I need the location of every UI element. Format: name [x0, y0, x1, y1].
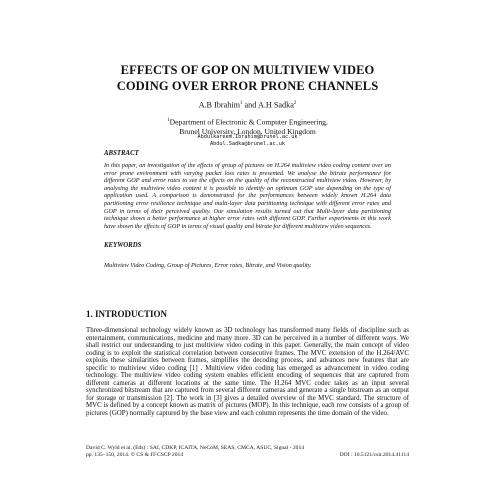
- author-1-email: Abdulkareem.Ibrahim@brunel.ac.uk: [197, 134, 298, 140]
- introduction-heading: 1. INTRODUCTION: [86, 309, 168, 319]
- affiliation-line-2: Brunel University, London, United Kingdom: [179, 126, 316, 136]
- author-list: [60, 99, 435, 111]
- keywords-text: Multiview Video Coding, Group of Pictures, Error rates, Bitrate, and Vision quality.: [104, 262, 312, 269]
- author-separator: and: [242, 100, 258, 110]
- keywords-heading: KEYWORDS: [104, 242, 142, 249]
- affiliation: [60, 116, 435, 136]
- footer-pages-copyright: pp. 135–150, 2014. © CS & IT-CSCP 2014: [86, 452, 184, 458]
- abstract-heading: ABSTRACT: [104, 150, 139, 157]
- author-1-affiliation-mark: 1: [239, 101, 243, 106]
- paper-title: [60, 62, 435, 94]
- footer-doi: DOI : 10.5121/csit.2014.41114: [339, 452, 409, 458]
- footer-line-1: David C. Wyld et al. (Eds) : SAI, CDKP, ICAITA, NeCoM, SEAS, CMCA, ASUC, Signal - 2014: [86, 445, 305, 451]
- page-footer: [86, 445, 409, 459]
- title-line-1: EFFECTS OF GOP ON MULTIVIEW VIDEO: [120, 63, 375, 77]
- author-2-email: Abdul.Sadka@brunel.ac.uk: [210, 141, 285, 147]
- author-1: A.B Ibrahim: [198, 100, 240, 110]
- affiliation-mark: 1: [167, 118, 170, 123]
- introduction-text: Three-dimensional technology widely known as 3D technology has transformed many fields of discipline such as entertainment, communications, medicine and many more. 3D can be perceived in a number of different ways. We shall restrict our understanding to just multiview video coding in this paper. Generally, the main concept of video coding is to exploit the statistical correlation between consecutive frames. The MVC extension of the H.264/AVC exploits these similarities between frames, simplifies the decoding process, and advances new features that are specific to multiview video coding [1] . Multiview video coding has emerged as advancement in video coding technology. The multiview video coding system enables efficient encoding of sequences that are captured from different cameras at different locations at the same time. The H.264 MVC codec takes as an input several synchronized bitstream that are captured from several different cameras and generate a single bitstream as an output for storage or transmission [2]. The work in [3] gives a detailed overview of the MVC standard. The structure of MVC is defined by a concept known as matrix of pictures (MOP). In this technique, each row consists of a group of pictures (GOP) normally captured by the base view and each column represents the time domain of the video.: [86, 327, 409, 418]
- abstract-text: In this paper, an investigation of the effects of group of pictures on H.264 multiview video coding content over an error prone environment with varying packet loss rates is presented. We analyse the bitrate performance for different GOP and error rates to see the effects on the quality of the reconstructed multiview video. However, by analysing the multiview video content it is possible to identify an optimum GOP size depending on the type of application used. A comparison is demonstrated for the performances between widely known H.264 data partitioning error resilience technique and multi-layer data partitioning technique with different error rates and GOP in terms of their perceived quality. Our simulation results turned out that Multi-layer data partitioning technique shows a better performance at higher error rates with different GOP. Further experiments in this work have shown the effects of GOP in terms of visual quality and bitrate for different multiview video sequences.: [104, 162, 391, 230]
- author-2: A.H Sadka: [257, 100, 294, 110]
- author-2-affiliation-mark: 2: [293, 101, 297, 106]
- title-line-2: CODING OVER ERROR PRONE CHANNELS: [116, 79, 379, 93]
- affiliation-line-1: Department of Electronic & Computer Engineering,: [169, 117, 328, 127]
